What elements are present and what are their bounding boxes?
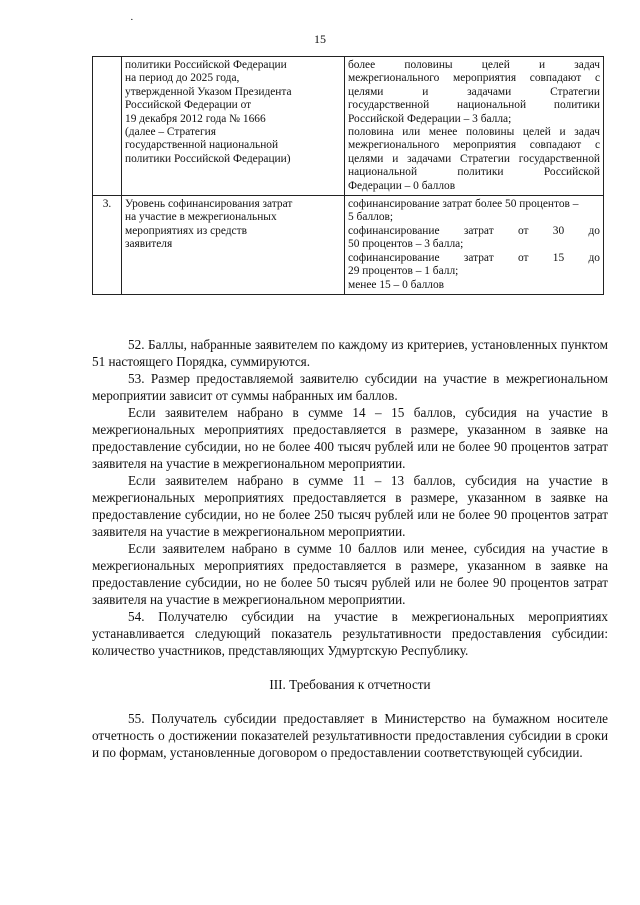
- criteria-table: [92, 56, 604, 295]
- score-line: 5 баллов;: [348, 211, 394, 224]
- score-line: межрегионального мероприятия совпадают с: [348, 72, 600, 85]
- score-line: софинансирование затрат от 15 до: [348, 251, 600, 264]
- page-number: 15: [314, 32, 326, 46]
- paragraph-55: 55. Получатель субсидии предоставляет в Министерство на бумажном носителе отчетность о достижении показателей результативности предоставления субсидии в сроки и по формам, установленные договором о предоставлении соответствующей субсидии.: [92, 711, 608, 760]
- criterion-name-line: (далее – Стратегия: [125, 126, 216, 139]
- criterion-name-line: 19 декабря 2012 года № 1666: [125, 112, 266, 125]
- paragraph-52: 52. Баллы, набранные заявителем по каждому из критериев, установленных пунктом 51 настоящего Порядка, суммируются.: [92, 337, 608, 369]
- paragraph-54: 54. Получателю субсидии на участие в межрегиональных мероприятиях устанавливается следующий показатель результативности предоставления субсидии: количество участников, представляющих Удмуртскую Республику.: [92, 609, 608, 658]
- score-line: менее 15 – 0 баллов: [348, 278, 445, 291]
- section-heading: III. Требования к отчетности: [269, 677, 431, 692]
- score-line: 50 процентов – 3 балла;: [348, 238, 464, 251]
- score-line: целями и задачами Стратегии: [348, 85, 600, 98]
- score-line: софинансирование затрат от 30 до: [348, 224, 600, 237]
- criterion-name-line: на период до 2025 года,: [125, 72, 240, 85]
- criterion-scores: [345, 196, 604, 295]
- document-body: [92, 336, 608, 761]
- criterion-name-line: государственной национальной: [125, 139, 279, 152]
- score-line: целями и задачами Стратегии государственной: [348, 152, 600, 165]
- criterion-name-line: Уровень софинансирования затрат: [125, 198, 293, 211]
- paragraph-53-tier-mid: Если заявителем набрано в сумме 11 – 13 баллов, субсидия на участие в межрегиональных мероприятиях предоставляется в размере, указанном в заявке на предоставление субсидии, но не более 250 тысяч рублей или не более 90 процентов затрат заявителя на участие в межрегиональном мероприятии.: [92, 473, 608, 539]
- table-row: [93, 57, 604, 196]
- criterion-name: [122, 57, 345, 196]
- criterion-name-line: политики Российской Федерации): [125, 152, 291, 165]
- score-line: более половины целей и задач: [348, 59, 600, 71]
- table-row: [93, 196, 604, 295]
- criterion-name-line: заявителя: [125, 238, 173, 251]
- criterion-name-line: политики Российской Федерации: [125, 59, 287, 71]
- score-line: 29 процентов – 1 балл;: [348, 265, 459, 278]
- criterion-scores: [345, 57, 604, 196]
- paragraph-53: 53. Размер предоставляемой заявителю субсидии на участие в межрегиональном мероприятии зависит от суммы набранных им баллов.: [92, 371, 608, 403]
- criterion-name: [122, 196, 345, 295]
- score-line: межрегионального мероприятия совпадают с: [348, 139, 600, 152]
- criterion-name-line: утвержденной Указом Президента: [125, 85, 292, 98]
- score-line: государственной национальной политики: [348, 99, 600, 112]
- row-number: 3.: [93, 196, 122, 295]
- row-number: [93, 57, 122, 196]
- paragraph-53-tier-low: Если заявителем набрано в сумме 10 баллов или менее, субсидия на участие в межрегиональных мероприятиях предоставляется в размере, указанном в заявке на предоставление субсидии, но не более 50 тысяч рублей или не более 90 процентов затрат заявителя на участие в межрегиональном мероприятии.: [92, 541, 608, 607]
- score-line: национальной политики Российской: [348, 166, 600, 179]
- score-line: Федерации – 0 баллов: [348, 179, 456, 192]
- score-line: софинансирование затрат более 50 процентов –: [348, 198, 579, 211]
- paragraph-53-tier-high: Если заявителем набрано в сумме 14 – 15 баллов, субсидия на участие в межрегиональных мероприятиях предоставляется в размере, указанном в заявке на предоставление субсидии, но не более 400 тысяч рублей или не более 90 процентов затрат заявителя на участие в межрегиональном мероприятии.: [92, 405, 608, 471]
- criterion-name-line: на участие в межрегиональных: [125, 211, 277, 224]
- criterion-name-line: мероприятиях из средств: [125, 224, 247, 237]
- criterion-name-line: Российской Федерации от: [125, 99, 252, 112]
- score-line: Российской Федерации – 3 балла;: [348, 112, 512, 125]
- stray-dot: ·: [130, 14, 134, 26]
- score-line: половина или менее половины целей и задач: [348, 126, 600, 139]
